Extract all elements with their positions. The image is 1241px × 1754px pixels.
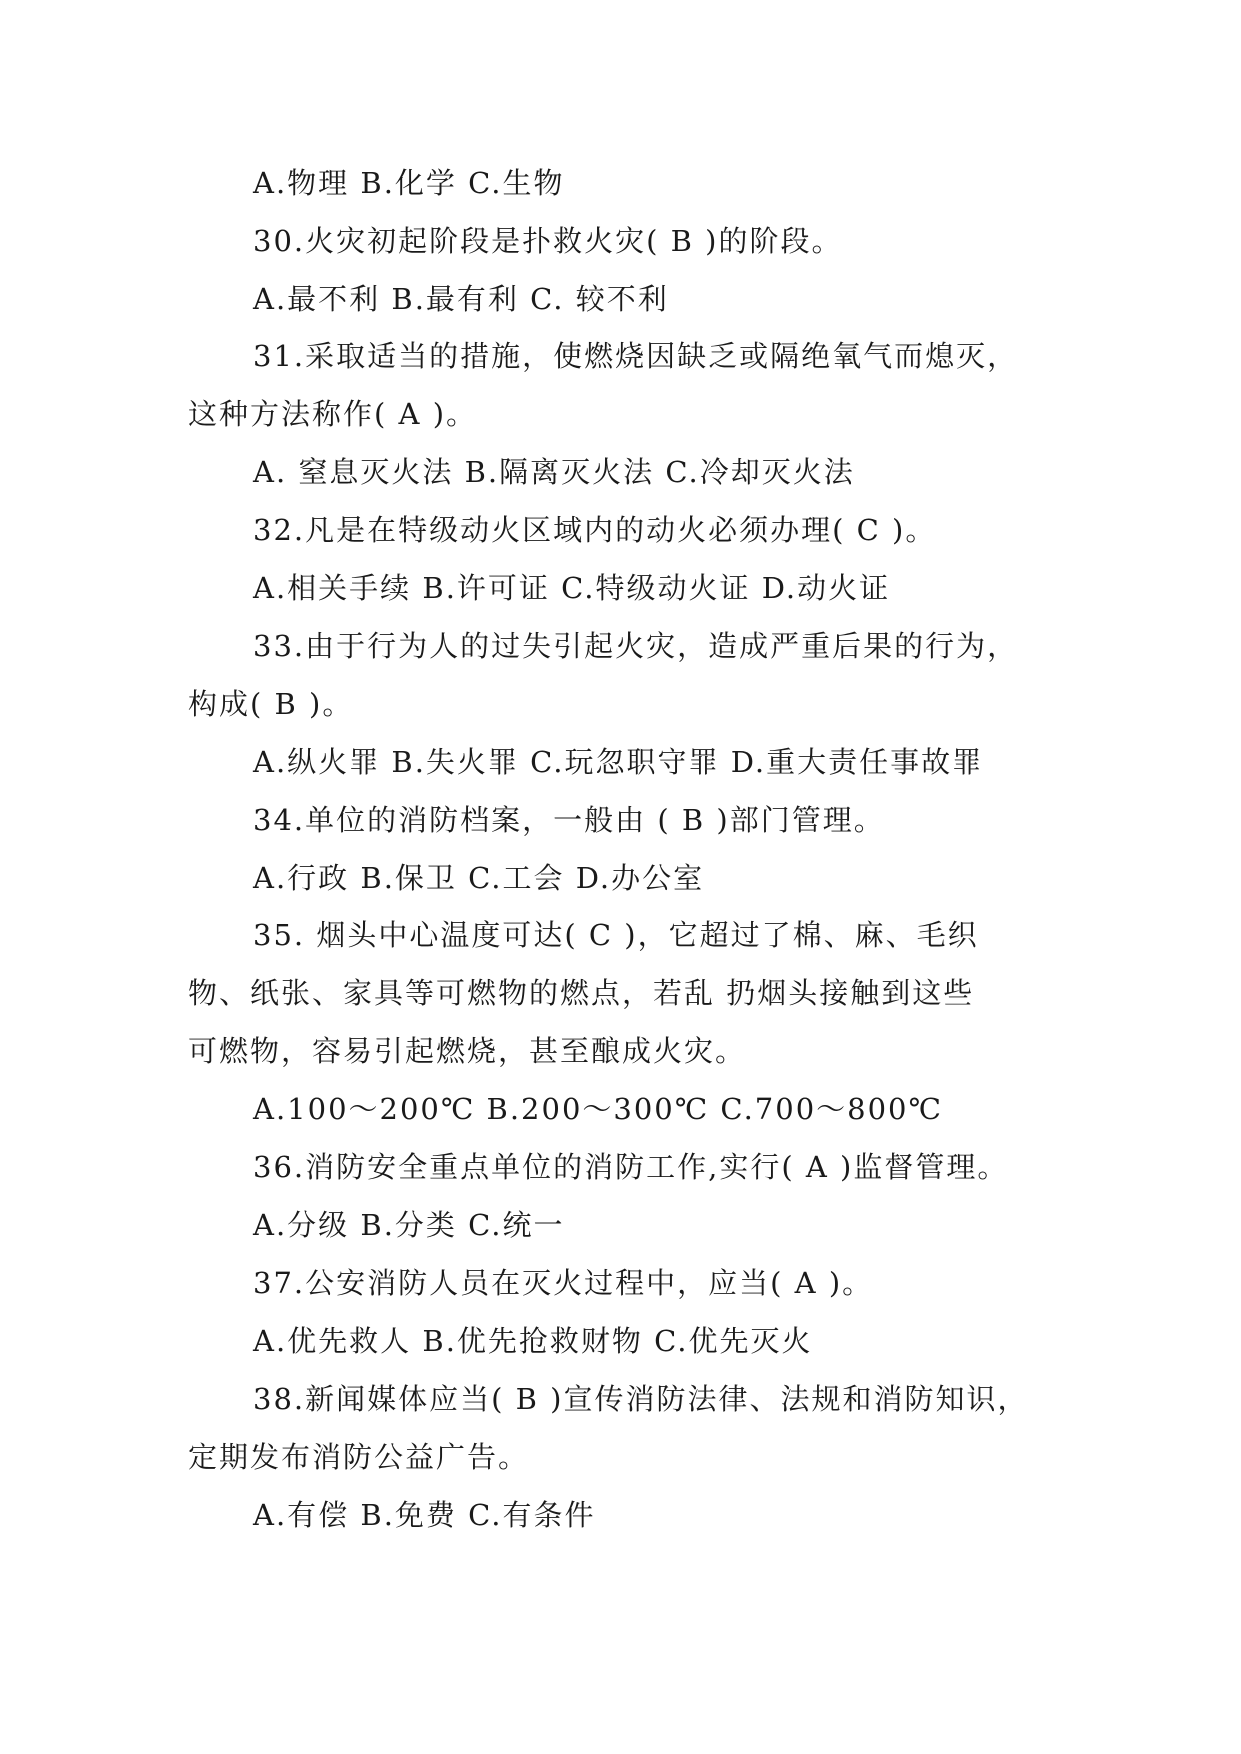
question-34: 34.单位的消防档案，一般由 ( B )部门管理。 [253, 803, 885, 837]
answer-options-32: A.相关手续 B.许可证 C.特级动火证 D.动火证 [253, 571, 891, 605]
question-35-continued-2: 可燃物，容易引起燃烧，甚至酿成火灾。 [188, 1034, 747, 1068]
question-38-continued: 定期发布消防公益广告。 [188, 1440, 530, 1474]
question-32: 32.凡是在特级动火区域内的动火必须办理( C )。 [253, 513, 937, 547]
question-31-continued: 这种方法称作( A )。 [188, 397, 478, 431]
answer-options-29: A.物理 B.化学 C.生物 [253, 166, 565, 200]
question-37: 37.公安消防人员在灭火过程中，应当( A )。 [253, 1266, 874, 1300]
question-36: 36.消防安全重点单位的消防工作,实行( A )监督管理。 [253, 1150, 1009, 1184]
question-31: 31.采取适当的措施，使燃烧因缺乏或隔绝氧气而熄灭， [253, 339, 1019, 373]
answer-options-36: A.分级 B.分类 C.统一 [253, 1208, 565, 1242]
question-30: 30.火灾初起阶段是扑救火灾( B )的阶段。 [253, 224, 843, 258]
question-35-continued-1: 物、纸张、家具等可燃物的燃点，若乱 扔烟头接触到这些 [188, 976, 975, 1010]
answer-options-37: A.优先救人 B.优先抢救财物 C.优先灭火 [253, 1324, 813, 1358]
answer-options-38: A.有偿 B.免费 C.有条件 [253, 1498, 596, 1532]
question-33-continued: 构成( B )。 [188, 687, 354, 721]
answer-options-34: A.行政 B.保卫 C.工会 D.办公室 [253, 861, 705, 895]
question-33: 33.由于行为人的过失引起火灾，造成严重后果的行为， [253, 629, 1019, 663]
answer-options-35: A.100～200℃ B.200～300℃ C.700～800℃ [253, 1092, 943, 1126]
question-38: 38.新闻媒体应当( B )宣传消防法律、法规和消防知识， [253, 1382, 1029, 1416]
question-35: 35. 烟头中心温度可达( C )，它超过了棉、麻、毛织 [253, 918, 979, 952]
answer-options-33: A.纵火罪 B.失火罪 C.玩忽职守罪 D.重大责任事故罪 [253, 745, 984, 779]
answer-options-30: A.最不利 B.最有利 C. 较不利 [253, 282, 669, 316]
answer-options-31: A. 窒息灭火法 B.隔离灭火法 C.冷却灭火法 [253, 455, 855, 489]
